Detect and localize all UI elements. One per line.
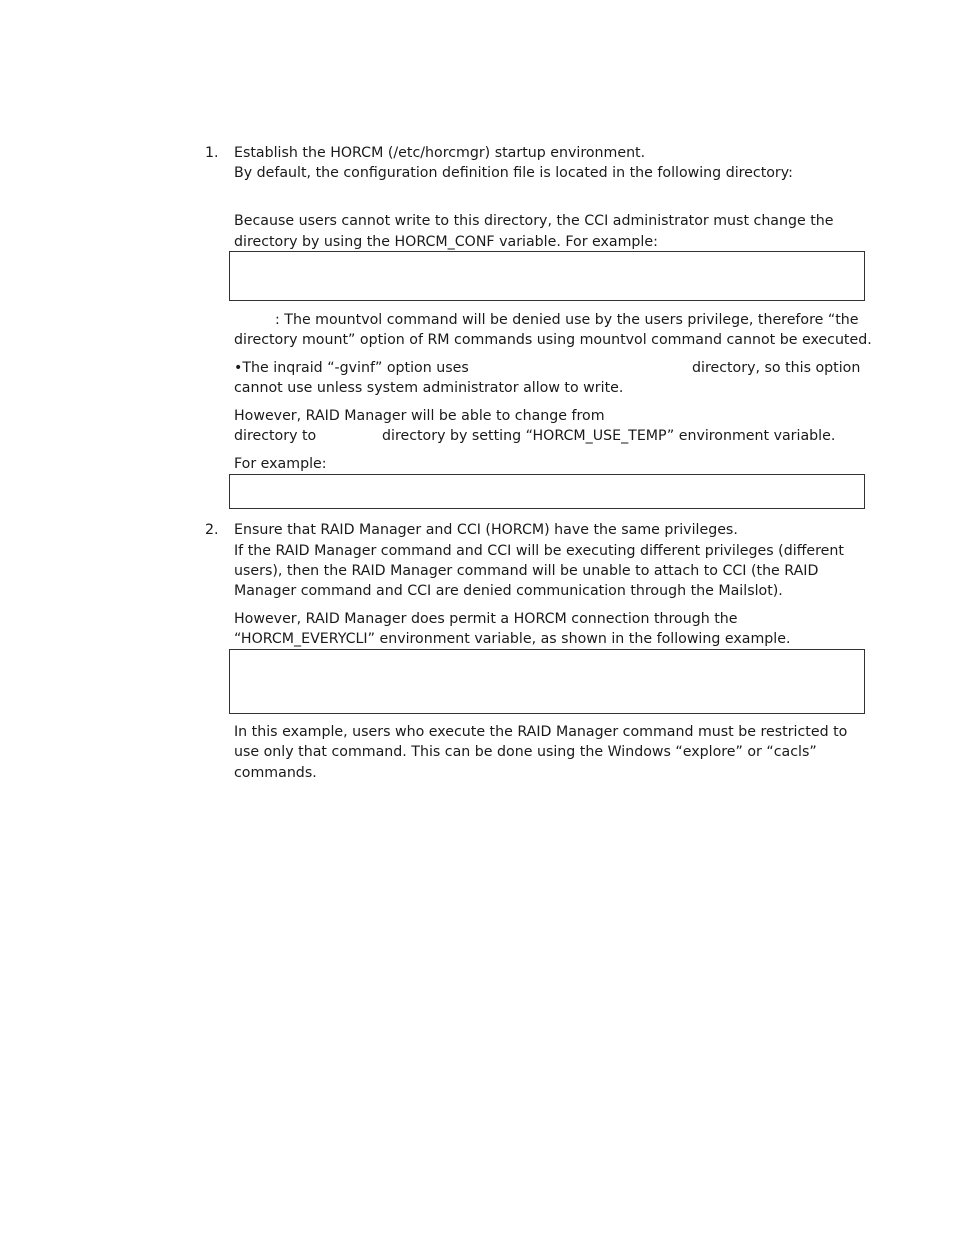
bullet-line-1-end: directory, so this option xyxy=(692,360,861,376)
however-line-2-start: directory to xyxy=(234,428,317,444)
restrict-line-1: In this example, users who execute the RAID Manager command must be restricted to xyxy=(234,724,848,740)
step-2-body-line-2: users), then the RAID Manager command will be unable to attach to CCI (the RAID xyxy=(234,563,819,579)
step-1-title: Establish the HORCM (/etc/horcmgr) startup environment. xyxy=(234,145,646,161)
bullet-line-2: cannot use unless system administrator allow to write. xyxy=(234,380,624,396)
however-line-2-end: directory by setting “HORCM_USE_TEMP” environment variable. xyxy=(382,428,836,444)
code-example-box-horcm-use-temp xyxy=(229,474,865,509)
permit-line-1: However, RAID Manager does permit a HORCM connection through the xyxy=(234,611,738,627)
note-line-2: directory mount” option of RM commands using mountvol command cannot be executed. xyxy=(234,332,872,348)
step-2-body-line-1: If the RAID Manager command and CCI will be executing different privileges (different xyxy=(234,543,844,559)
step-2-body-line-3: Manager command and CCI are denied communication through the Mailslot). xyxy=(234,583,783,599)
restrict-line-3: commands. xyxy=(234,765,317,781)
code-example-box-horcm-everycli xyxy=(229,649,865,714)
however-line-1: However, RAID Manager will be able to change from xyxy=(234,408,605,424)
step-1-number: 1. xyxy=(205,145,219,161)
for-example-label: For example: xyxy=(234,456,327,472)
step-2-title: Ensure that RAID Manager and CCI (HORCM) have the same privileges. xyxy=(234,522,738,538)
restrict-line-2: use only that command. This can be done using the Windows “explore” or “cacls” xyxy=(234,744,817,760)
step-1-admin-change-line-2: directory by using the HORCM_CONF variable. For example: xyxy=(234,234,658,250)
code-example-box-horcm-conf xyxy=(229,251,865,301)
bullet-line-1-start: •The inqraid “-gvinf” option uses xyxy=(234,360,469,376)
step-1-default-location: By default, the configuration definition file is located in the following directory: xyxy=(234,165,793,181)
note-line-1: : The mountvol command will be denied use by the users privilege, therefore “the xyxy=(275,312,859,328)
step-2-number: 2. xyxy=(205,522,219,538)
step-1-admin-change-line-1: Because users cannot write to this directory, the CCI administrator must change the xyxy=(234,213,834,229)
permit-line-2: “HORCM_EVERYCLI” environment variable, as shown in the following example. xyxy=(234,631,791,647)
